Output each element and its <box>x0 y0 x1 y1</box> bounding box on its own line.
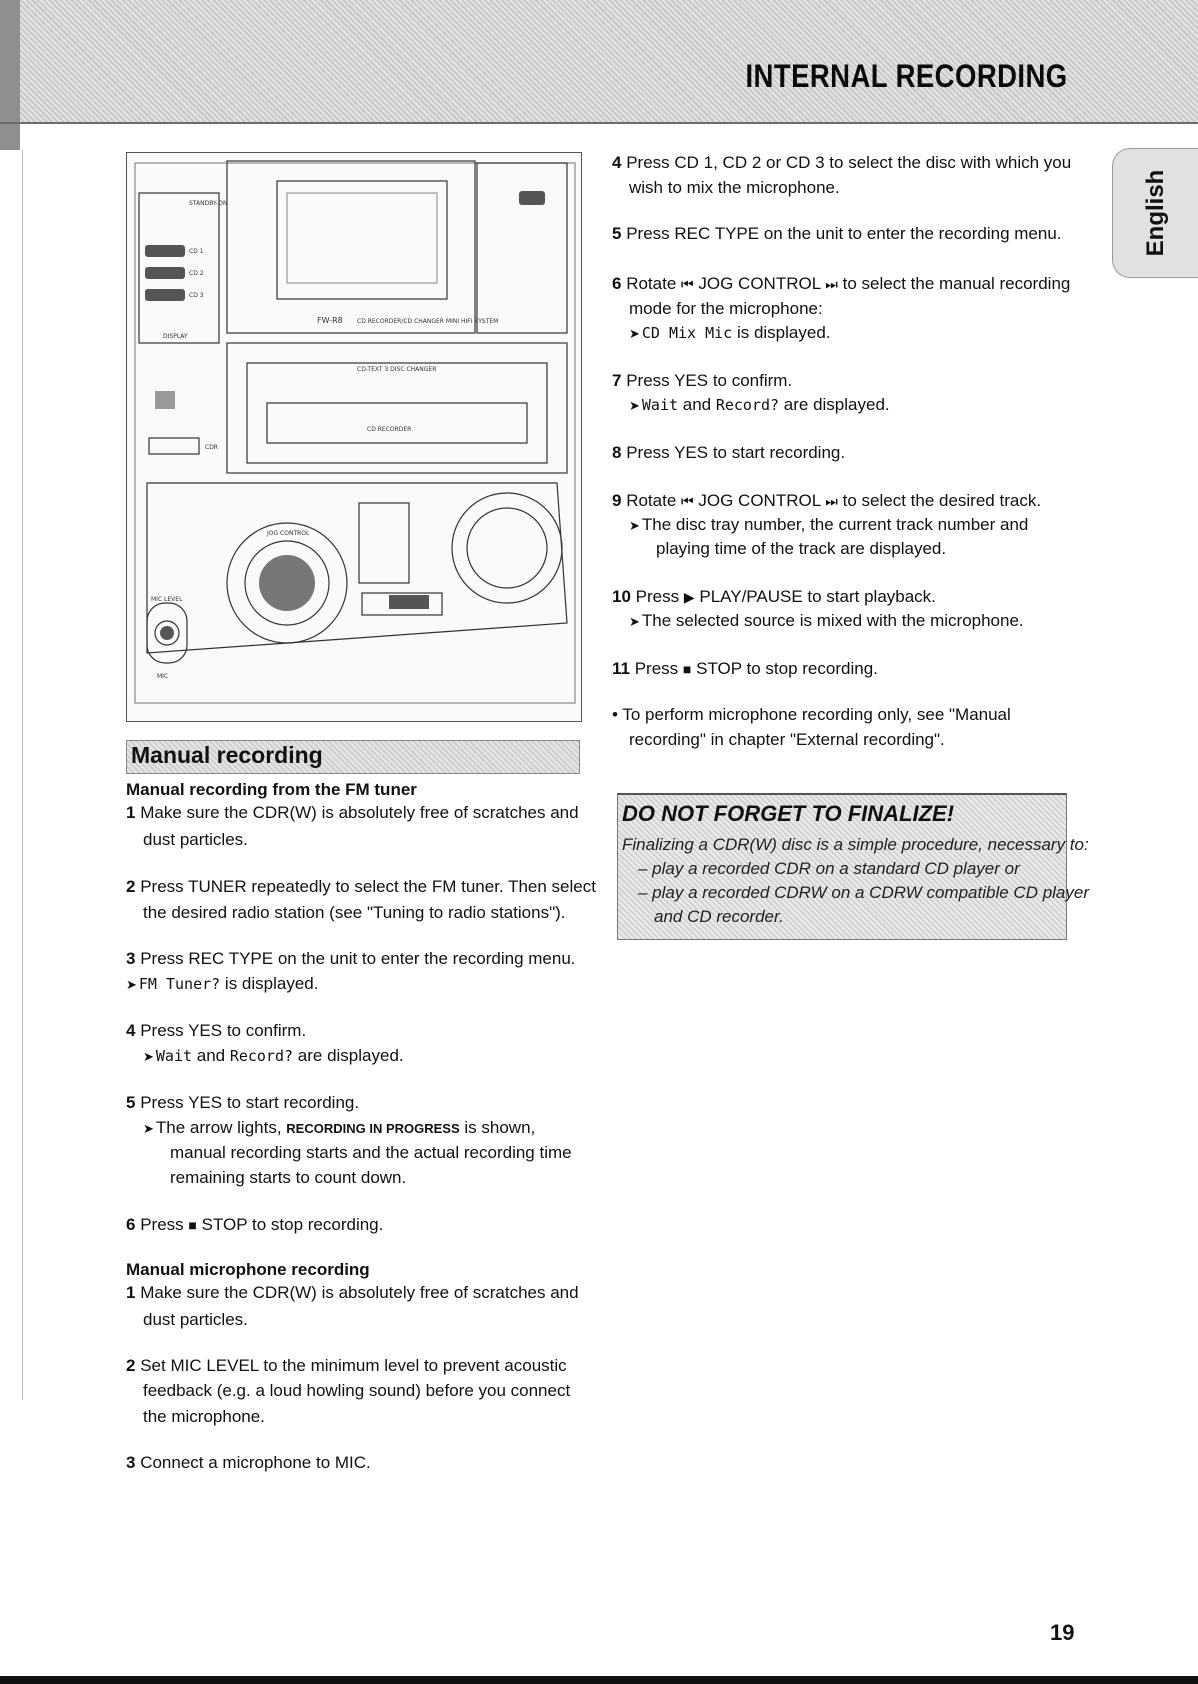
callout-title: DO NOT FORGET TO FINALIZE! <box>622 801 955 826</box>
result-arrow-icon: ➤ <box>629 398 640 413</box>
right-step-10 <box>612 584 936 610</box>
step-number: 8 <box>612 443 622 462</box>
step-text: Make sure the CDR(W) is absolutely free of scratches and <box>140 1283 579 1302</box>
fm-step-5-more: remaining starts to count down. <box>170 1168 407 1187</box>
binding-strip <box>0 0 20 150</box>
changer-label: CD-TEXT 3 DISC CHANGER <box>357 366 437 373</box>
step-text: Press <box>635 587 680 606</box>
display-label: DISPLAY <box>163 333 188 340</box>
page-number: 19 <box>1050 1620 1075 1645</box>
result-text: and <box>192 1046 230 1065</box>
fm-step-6 <box>126 1212 383 1238</box>
result-text: are displayed. <box>779 395 890 414</box>
fm-step-1-cont: dust particles. <box>143 830 248 849</box>
mic-subheading: Manual microphone recording <box>126 1260 370 1279</box>
note-bullet <box>612 702 1011 727</box>
callout-line: – play a recorded CDRW on a CDRW compatible CD player <box>638 883 1089 902</box>
result-text: The disc tray number, the current track number and <box>641 515 1029 534</box>
step-text: to select the desired track. <box>842 491 1042 510</box>
step-number: 7 <box>612 371 622 390</box>
fm-step-3 <box>126 946 576 971</box>
lcd-text: Wait <box>641 396 679 414</box>
step-number: 1 <box>126 1283 136 1302</box>
cd3-label: CD 3 <box>189 292 204 299</box>
mic-step-1 <box>126 1280 579 1305</box>
note-bullet-cont: recording" in chapter "External recording". <box>629 730 945 749</box>
jog-label: JOG CONTROL <box>267 530 310 537</box>
step-text: Press YES to confirm. <box>626 371 793 390</box>
step-text: Press <box>634 659 679 678</box>
step-text: Press TUNER repeatedly to select the FM tuner. Then select <box>140 877 596 896</box>
fm-step-5-more: manual recording starts and the actual recording time <box>170 1143 572 1162</box>
step-number: 1 <box>126 803 136 822</box>
fm-step-5 <box>126 1090 359 1115</box>
step-text: Set MIC LEVEL to the minimum level to prevent acoustic <box>140 1356 567 1375</box>
section-heading-text: Manual recording <box>131 742 323 768</box>
margin-line <box>22 150 23 1400</box>
mic-step-2 <box>126 1353 567 1378</box>
right-step-6-cont: mode for the microphone: <box>629 299 823 318</box>
mic-step-2-cont: feedback (e.g. a loud howling sound) before you connect <box>143 1381 571 1400</box>
right-step-11 <box>612 656 878 682</box>
right-step-5 <box>612 221 1062 246</box>
fm-step-1 <box>126 800 579 825</box>
callout-line: – play a recorded CDR on a standard CD player or <box>638 859 1020 878</box>
step-number: 5 <box>612 224 622 243</box>
right-step-4 <box>612 150 1071 175</box>
page-title: INTERNAL RECORDING <box>745 58 1068 94</box>
step-text: PLAY/PAUSE to start playback. <box>699 587 936 606</box>
language-tab <box>1112 148 1198 278</box>
stop-icon: ■ <box>188 1217 197 1233</box>
step-text: Press REC TYPE on the unit to enter the recording menu. <box>626 224 1062 243</box>
bottom-rule <box>0 1676 1198 1684</box>
mic-level-label: MIC LEVEL <box>151 596 183 603</box>
callout-line: Finalizing a CDR(W) disc is a simple procedure, necessary to: <box>622 835 1089 854</box>
system-label: CD RECORDER/CD CHANGER MINI HIFI SYSTEM <box>357 318 499 325</box>
mic-step-1-cont: dust particles. <box>143 1310 248 1329</box>
right-step-7 <box>612 368 792 393</box>
step-text: Make sure the CDR(W) is absolutely free of scratches and <box>140 803 579 822</box>
step-text: STOP to stop recording. <box>201 1215 384 1234</box>
result-text: The selected source is mixed with the microphone. <box>641 611 1024 630</box>
mic-step-3 <box>126 1450 371 1475</box>
step-text: STOP to stop recording. <box>696 659 878 678</box>
step-text: Press YES to confirm. <box>140 1021 307 1040</box>
cd2-label: CD 2 <box>189 270 204 277</box>
step-text: Press REC TYPE on the unit to enter the recording menu. <box>140 949 576 968</box>
next-icon: ⏭ <box>825 493 838 509</box>
section-heading <box>126 740 580 774</box>
indicator-text: RECORDING IN PROGRESS <box>286 1121 460 1136</box>
lcd-text: Record? <box>715 396 780 414</box>
result-arrow-icon: ➤ <box>143 1121 154 1136</box>
step-number: 9 <box>612 491 622 510</box>
step-text: Press CD 1, CD 2 or CD 3 to select the disc with which you <box>626 153 1072 172</box>
result-arrow-icon: ➤ <box>143 1049 154 1064</box>
step-text: Press <box>140 1215 184 1234</box>
cdr-label: CDR <box>205 444 218 451</box>
next-icon: ⏭ <box>825 276 838 292</box>
result-text: and <box>678 395 716 414</box>
step-text: JOG CONTROL <box>698 491 821 510</box>
result-arrow-icon: ➤ <box>126 977 137 992</box>
right-step-4-cont: wish to mix the microphone. <box>629 178 840 197</box>
step-number: 2 <box>126 1356 136 1375</box>
fm-step-4-result <box>143 1043 404 1069</box>
step-number: 5 <box>126 1093 136 1112</box>
step-text: Rotate <box>626 274 677 293</box>
step-text: JOG CONTROL <box>698 274 821 293</box>
result-arrow-icon: ➤ <box>629 518 640 533</box>
fm-step-3-result <box>126 971 318 997</box>
result-text: is displayed. <box>220 974 319 993</box>
brand-label: FW-R8 <box>317 316 343 325</box>
step-text: Press YES to start recording. <box>140 1093 360 1112</box>
result-arrow-icon: ➤ <box>629 614 640 629</box>
fm-step-2-cont: the desired radio station (see "Tuning to radio stations"). <box>143 903 566 922</box>
result-text: are displayed. <box>293 1046 404 1065</box>
step-number: 3 <box>126 1453 136 1472</box>
device-drawing <box>127 153 581 721</box>
mic-step-2-cont: the microphone. <box>143 1407 265 1426</box>
step-number: 11 <box>612 659 630 678</box>
mic-label: MIC <box>157 673 169 680</box>
lcd-text: Wait <box>155 1047 193 1065</box>
result-text: is shown, <box>459 1118 536 1137</box>
recorder-label: CD RECORDER <box>367 426 412 433</box>
header-rule <box>0 122 1198 124</box>
fm-step-2 <box>126 874 596 899</box>
result-text: The arrow lights, <box>155 1118 287 1137</box>
step-number: 4 <box>612 153 622 172</box>
fm-subheading: Manual recording from the FM tuner <box>126 780 417 799</box>
fm-step-5-result <box>143 1115 535 1141</box>
right-step-9 <box>612 488 1041 514</box>
right-step-6 <box>612 271 1070 297</box>
step-number: 4 <box>126 1021 136 1040</box>
lcd-text: Record? <box>229 1047 294 1065</box>
step-text: Connect a microphone to MIC. <box>140 1453 371 1472</box>
right-step-9-more: playing time of the track are displayed. <box>656 539 947 558</box>
bullet-icon: • <box>612 705 618 724</box>
previous-icon: ⏮ <box>681 493 694 509</box>
stop-icon: ■ <box>682 661 692 677</box>
language-label: English <box>1142 169 1169 257</box>
standby-label: STANDBY-ON <box>189 200 228 207</box>
right-step-9-result <box>629 512 1028 538</box>
finalize-callout <box>617 793 1089 940</box>
step-text: to select the manual recording <box>842 274 1071 293</box>
result-arrow-icon: ➤ <box>629 326 640 341</box>
right-step-6-result <box>629 320 831 346</box>
lcd-text: FM Tuner? <box>138 975 221 993</box>
step-text: Rotate <box>626 491 677 510</box>
right-step-10-result <box>629 608 1024 634</box>
step-text: Press YES to start recording. <box>626 443 846 462</box>
step-number: 6 <box>612 274 622 293</box>
previous-icon: ⏮ <box>681 276 694 292</box>
fm-step-4 <box>126 1018 306 1043</box>
step-number: 2 <box>126 877 136 896</box>
lcd-text: CD Mix Mic <box>641 324 733 342</box>
step-number: 3 <box>126 949 136 968</box>
cd1-label: CD 1 <box>189 248 204 255</box>
right-step-8 <box>612 440 845 465</box>
step-number: 6 <box>126 1215 136 1234</box>
step-number: 10 <box>612 587 631 606</box>
callout-line: and CD recorder. <box>654 907 784 926</box>
note-text: To perform microphone recording only, see "Manual <box>622 705 1011 724</box>
play-icon: ▶ <box>683 589 695 605</box>
right-step-7-result <box>629 392 890 418</box>
device-illustration <box>126 152 582 722</box>
result-text: is displayed. <box>732 323 831 342</box>
